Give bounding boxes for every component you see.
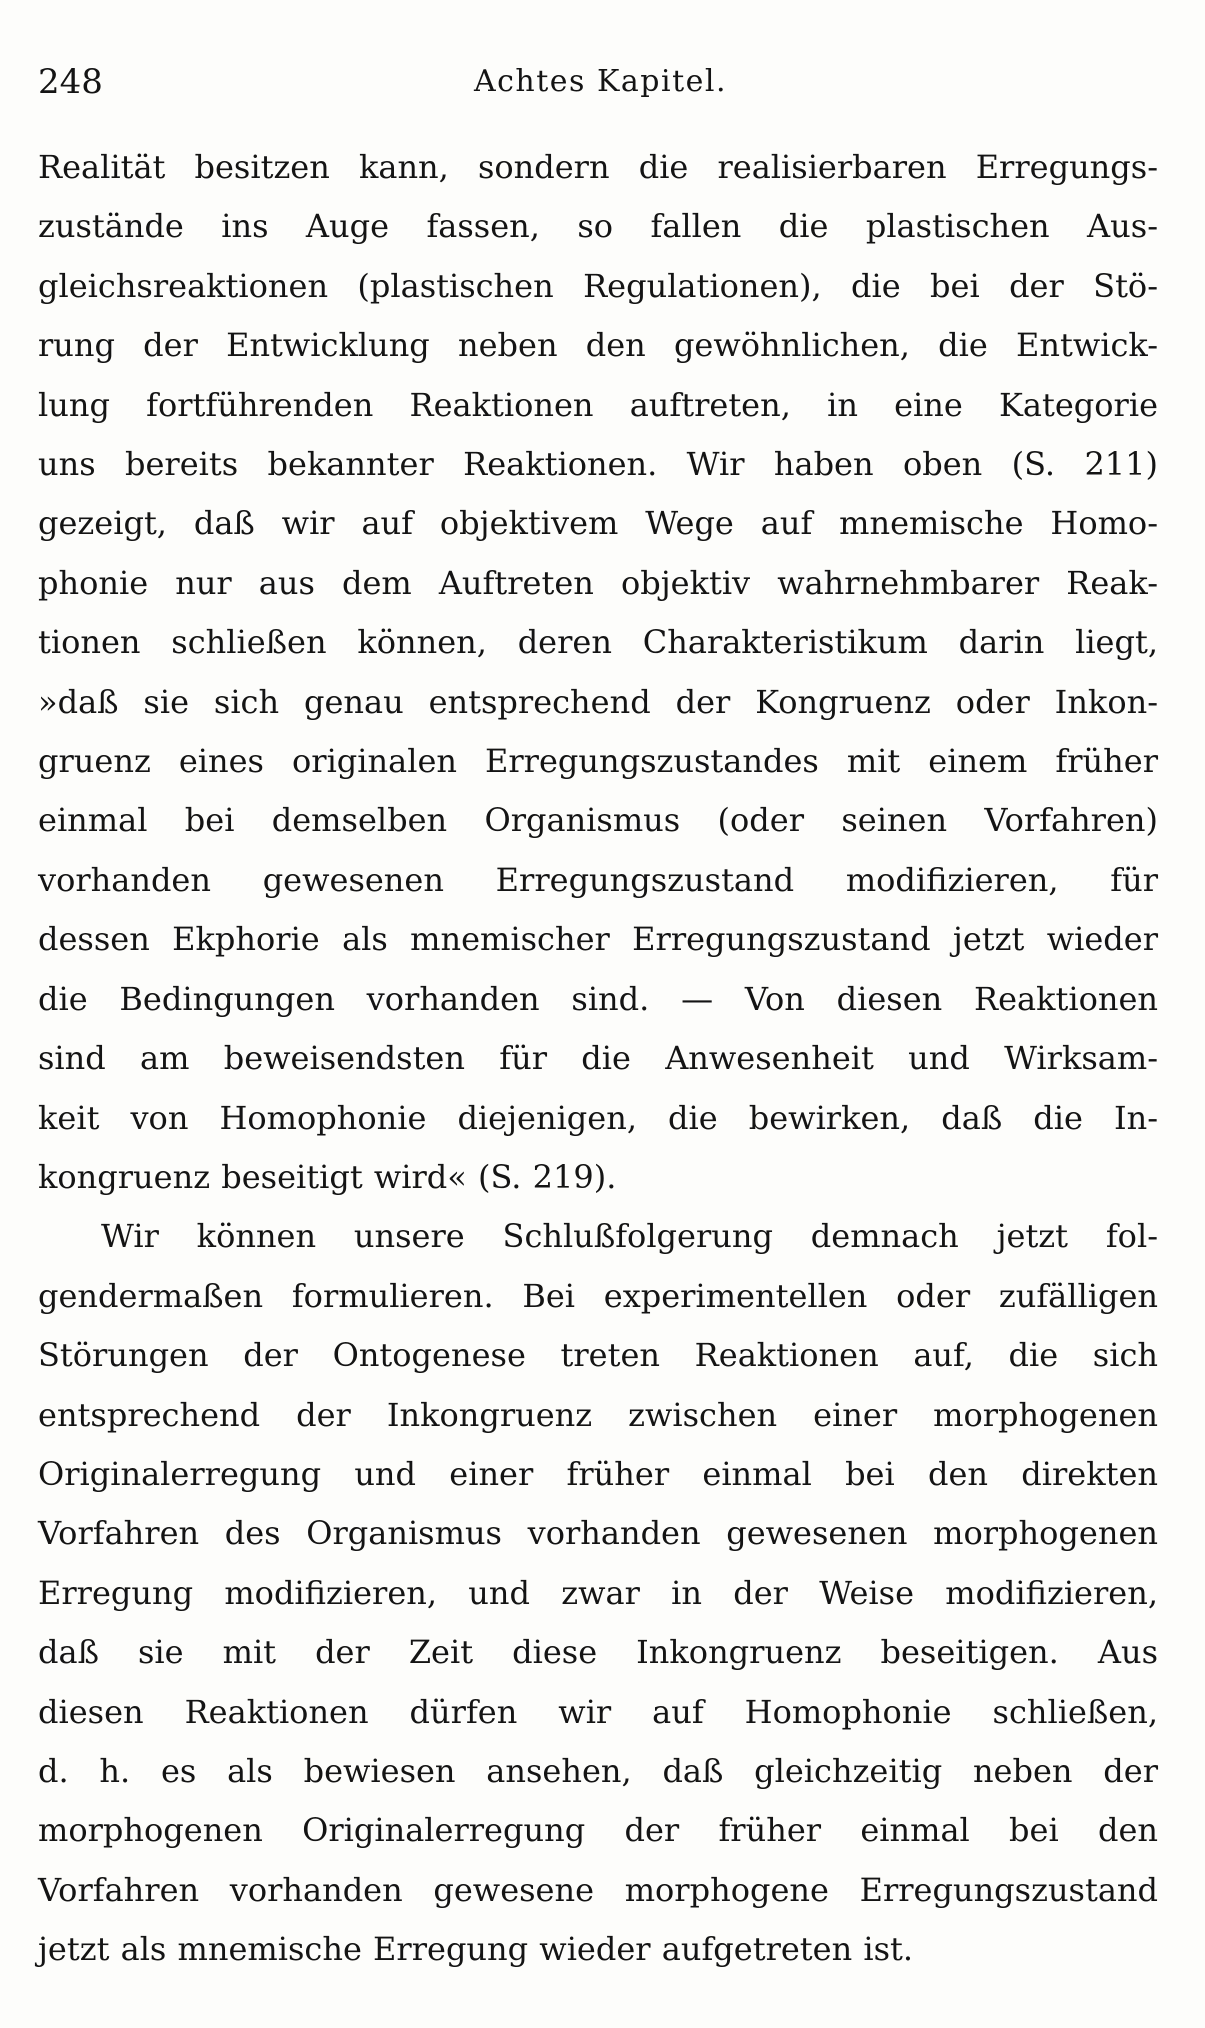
text-line: morphogenen Originalerregung der früher einmal bei den <box>38 1811 1158 1850</box>
text-line: kongruenz beseitigt wird« (S. 219). <box>38 1157 617 1196</box>
text-line: d. h. es als bewiesen ansehen, daß gleichzeitig neben der <box>38 1751 1158 1790</box>
text-line: die Bedingungen vorhanden sind. — Von diesen Reaktionen <box>38 979 1158 1018</box>
text-line: diesen Reaktionen dürfen wir auf Homophonie schließen, <box>38 1692 1158 1731</box>
text-line: daß sie mit der Zeit diese Inkongruenz beseitigen. Aus <box>38 1633 1158 1672</box>
text-line: »daß sie sich genau entsprechend der Kongruenz oder Inkon- <box>38 682 1158 721</box>
text-line: vorhanden gewesenen Erregungszustand modifizieren, für <box>38 860 1158 899</box>
text-line: jetzt als mnemische Erregung wieder aufgetreten ist. <box>38 1930 914 1969</box>
text-line: Vorfahren des Organismus vorhanden gewesenen morphogenen <box>38 1514 1158 1553</box>
text-line: Vorfahren vorhanden gewesene morphogene Erregungszustand <box>38 1870 1158 1909</box>
text-line: zustände ins Auge fassen, so fallen die plastischen Aus- <box>38 207 1158 246</box>
text-line: Originalerregung und einer früher einmal bei den direkten <box>38 1454 1158 1493</box>
text-line: tionen schließen können, deren Charakteristikum darin liegt, <box>38 623 1158 662</box>
text-line: Störungen der Ontogenese treten Reaktionen auf, die sich <box>38 1336 1158 1375</box>
text-line: Erregung modifizieren, und zwar in der Weise modifizieren, <box>38 1573 1158 1612</box>
text-line: rung der Entwicklung neben den gewöhnlichen, die Entwick- <box>38 326 1158 365</box>
text-line: keit von Homophonie diejenigen, die bewirken, daß die In- <box>38 1098 1158 1137</box>
text-line: einmal bei demselben Organismus (oder seinen Vorfahren) <box>38 801 1158 840</box>
running-head <box>38 58 1163 106</box>
text-line: entsprechend der Inkongruenz zwischen einer morphogenen <box>38 1395 1158 1434</box>
text-line: uns bereits bekannter Reaktionen. Wir haben oben (S. 211) <box>38 445 1158 484</box>
text-line: gezeigt, daß wir auf objektivem Wege auf mnemische Homo- <box>38 504 1158 543</box>
paragraph-2 <box>38 1207 1158 1979</box>
text-line: dessen Ekphorie als mnemischer Erregungszustand jetzt wieder <box>38 920 1158 959</box>
text-line: gleichsreaktionen (plastischen Regulationen), die bei der Stö- <box>38 266 1158 305</box>
running-title: Achtes Kapitel. <box>473 64 728 99</box>
page-number: 248 <box>38 62 103 102</box>
text-line: Wir können unsere Schlußfolgerung demnach jetzt fol- <box>101 1217 1158 1256</box>
text-line: gendermaßen formulieren. Bei experimentellen oder zufälligen <box>38 1276 1158 1315</box>
text-line: phonie nur aus dem Auftreten objektiv wahrnehmbarer Reak- <box>38 563 1158 602</box>
paragraph-1 <box>38 138 1158 1207</box>
text-line: lung fortführenden Reaktionen auftreten, in eine Kategorie <box>38 385 1158 424</box>
text-line: gruenz eines originalen Erregungszustandes mit einem früher <box>38 742 1158 781</box>
body-text <box>38 138 1158 1980</box>
text-line: Realität besitzen kann, sondern die realisierbaren Erregungs- <box>38 148 1158 186</box>
text-line: sind am beweisendsten für die Anwesenheit und Wirksam- <box>38 1039 1158 1078</box>
